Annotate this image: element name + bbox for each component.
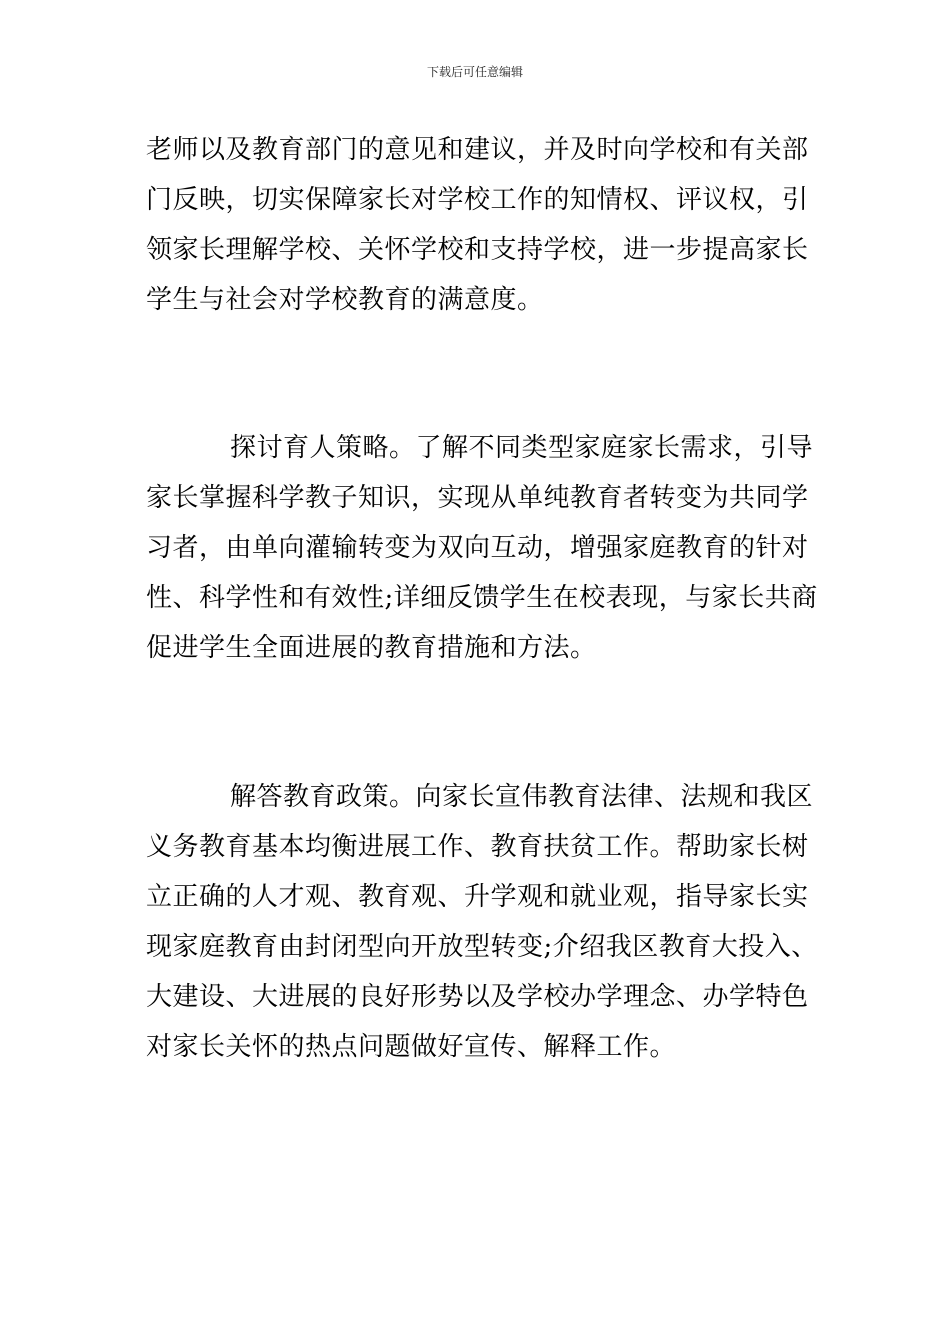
paragraph-2-line-5: 促进学生全面进展的教育措施和方法。 (146, 633, 597, 663)
paragraph-1-line-3: 领家长理解学校、关怀学校和支持学校，进一步提高家长 (146, 235, 809, 265)
paragraph-2-line-2: 家长掌握科学教子知识，实现从单纯教育者转变为共同学 (146, 483, 809, 513)
paragraph-2-line-1: 探讨育人策略。了解不同类型家庭家长需求，引导 (230, 433, 814, 463)
paragraph-3-line-1: 解答教育政策。向家长宣伟教育法律、法规和我区 (230, 782, 814, 812)
paragraph-3-line-4: 现家庭教育由封闭型向开放型转变;介绍我区教育大投入、 (146, 932, 818, 962)
paragraph-2-line-4: 性、科学性和有效性;详细反馈学生在校表现，与家长共商 (146, 583, 818, 613)
paragraph-2-line-3: 习者，由单向灌输转变为双向互动，增强家庭教育的针对 (146, 533, 809, 563)
paragraph-3-line-5: 大建设、大进展的良好形势以及学校办学理念、办学特色 (146, 982, 809, 1012)
paragraph-3-line-6: 对家长关怀的热点问题做好宣传、解释工作。 (146, 1032, 677, 1062)
paragraph-3-line-3: 立正确的人才观、教育观、升学观和就业观，指导家长实 (146, 882, 809, 912)
page-header: 下载后可任意编辑 (426, 65, 523, 79)
paragraph-1-line-1: 老师以及教育部门的意见和建议，并及时向学校和有关部 (146, 135, 809, 165)
paragraph-1-line-2: 门反映，切实保障家长对学校工作的知情权、评议权，引 (146, 185, 809, 215)
paragraph-1-line-4: 学生与社会对学校教育的满意度。 (146, 285, 544, 315)
paragraph-3-line-2: 义务教育基本均衡进展工作、教育扶贫工作。帮助家长树 (146, 832, 809, 862)
